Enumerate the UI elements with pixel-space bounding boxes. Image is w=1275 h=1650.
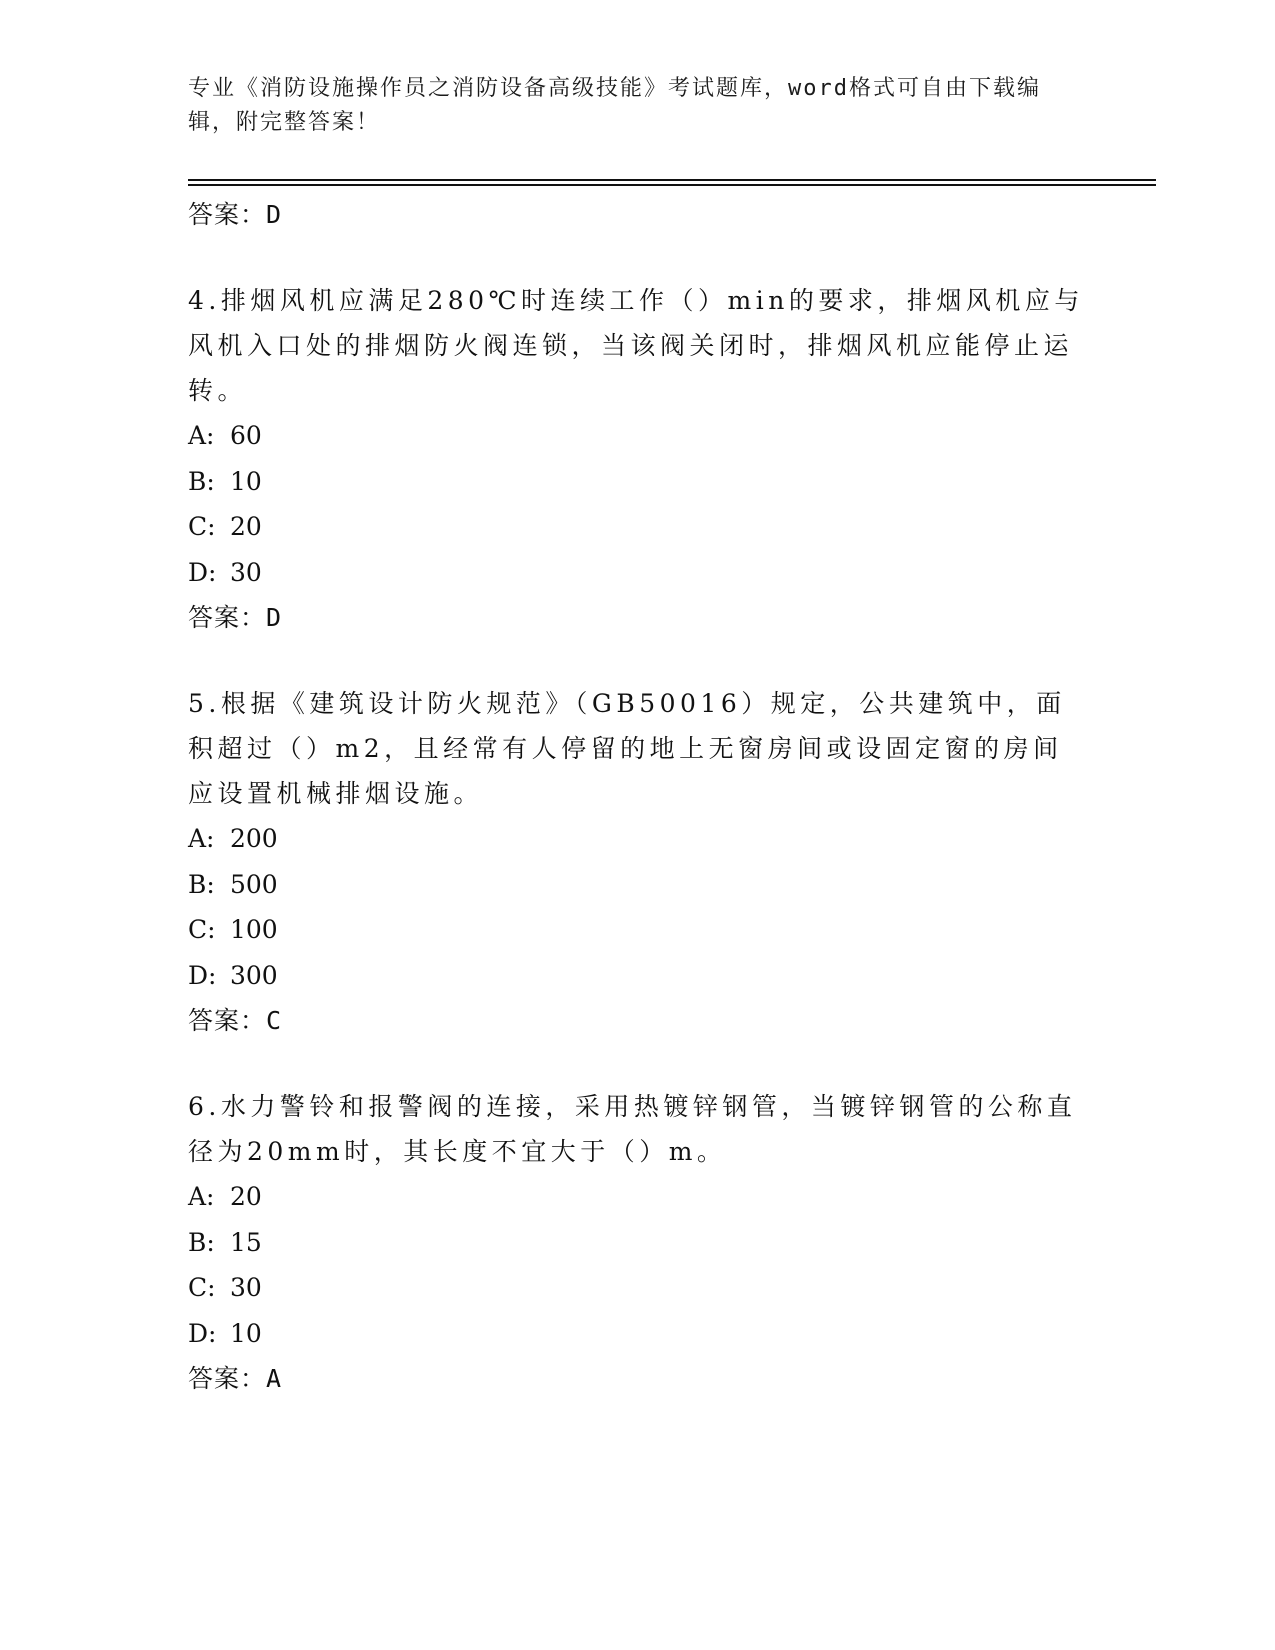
option-key: A: (188, 824, 215, 853)
question-list (188, 188, 1088, 1402)
header-line-2: 辑，附完整答案！ (188, 110, 381, 135)
page-header (188, 72, 1088, 140)
answer-label: 答案： (188, 1006, 267, 1035)
option-value: 500 (230, 869, 278, 899)
option-value: 60 (230, 421, 262, 450)
question-text: 5.根据《建筑设计防火规范》（GB50016）规定，公共建筑中，面积超过（）m2，且经常有人停留的地上无窗房间或设固定窗的房间应设置机械排烟设施。 (188, 689, 1066, 808)
option-value: 30 (230, 557, 262, 587)
option-a (188, 816, 1088, 862)
option-value: 300 (230, 960, 278, 990)
option-value: 20 (230, 512, 262, 541)
option-key: C: (188, 915, 216, 944)
option-value: 30 (230, 1273, 262, 1302)
option-c (188, 504, 1088, 550)
question-5 (188, 681, 1088, 1044)
previous-answer (188, 192, 1088, 238)
question-answer (188, 1356, 1088, 1402)
option-b (188, 1220, 1088, 1266)
option-key: B: (188, 869, 215, 899)
option-a (188, 413, 1088, 459)
answer-value: D (266, 603, 283, 632)
option-key: A: (188, 1182, 215, 1211)
question-answer (188, 595, 1088, 641)
question-6 (188, 1084, 1088, 1402)
option-key: B: (188, 466, 215, 496)
option-d (188, 550, 1088, 596)
option-key: B: (188, 1227, 215, 1257)
option-key: D: (188, 557, 217, 587)
option-value: 10 (230, 1318, 262, 1348)
option-key: D: (188, 1318, 217, 1348)
option-key: C: (188, 1273, 216, 1302)
answer-value: D (266, 200, 283, 229)
option-value: 100 (230, 915, 278, 944)
option-key: C: (188, 512, 216, 541)
option-c (188, 907, 1088, 953)
option-d (188, 1311, 1088, 1357)
header-divider-top (188, 179, 1156, 181)
question-4 (188, 278, 1088, 641)
answer-value: C (266, 1006, 283, 1035)
header-line-1: 专业《消防设施操作员之消防设备高级技能》考试题库，word格式可自由下载编 (188, 76, 1041, 101)
option-value: 15 (230, 1227, 262, 1257)
option-value: 20 (230, 1182, 262, 1211)
option-b (188, 459, 1088, 505)
option-key: A: (188, 421, 215, 450)
answer-label: 答案： (188, 200, 267, 229)
option-value: 200 (230, 824, 278, 853)
question-text: 6.水力警铃和报警阀的连接，采用热镀锌钢管，当镀锌钢管的公称直径为20mm时，其长度不宜大于（）m。 (188, 1092, 1077, 1166)
option-value: 10 (230, 466, 262, 496)
question-text: 4.排烟风机应满足280℃时连续工作（）min的要求，排烟风机应与风机入口处的排烟防火阀连锁，当该阀关闭时，排烟风机应能停止运转。 (188, 286, 1084, 405)
question-answer (188, 998, 1088, 1044)
option-a (188, 1174, 1088, 1220)
answer-label: 答案： (188, 1364, 267, 1393)
option-d (188, 953, 1088, 999)
header-divider-bottom (188, 184, 1156, 186)
answer-label: 答案： (188, 603, 267, 632)
answer-value: A (266, 1364, 283, 1393)
option-c (188, 1265, 1088, 1311)
option-b (188, 862, 1088, 908)
option-key: D: (188, 960, 217, 990)
